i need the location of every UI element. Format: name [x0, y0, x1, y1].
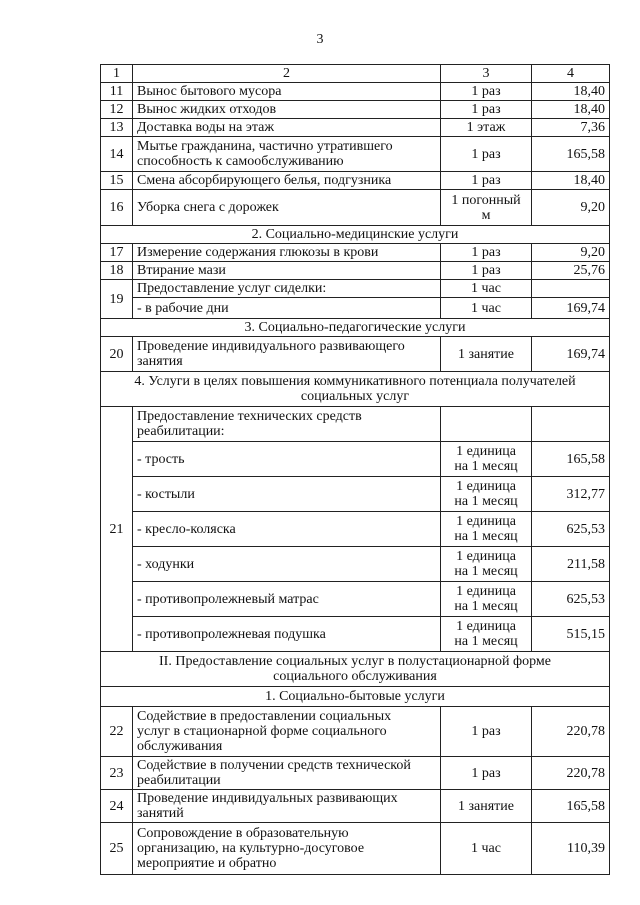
service-name-line: Содействие в предоставлении социальных — [137, 709, 392, 724]
service-name — [133, 547, 441, 582]
row-number: 17 — [101, 244, 133, 262]
service-name-line: занятия — [137, 354, 183, 369]
service-unit — [441, 790, 532, 823]
section-heading-line: 2. Социально-медицинские услуги — [251, 227, 459, 242]
row-number: 23 — [101, 757, 133, 790]
service-price: 165,58 — [532, 442, 610, 477]
service-unit — [441, 298, 532, 319]
service-unit — [441, 512, 532, 547]
service-price: 7,36 — [532, 119, 610, 137]
service-name-line: Смена абсорбирующего белья, подгузника — [137, 173, 392, 188]
service-name — [133, 83, 441, 101]
service-name — [133, 337, 441, 372]
table-row — [101, 757, 610, 790]
service-price: 625,53 — [532, 512, 610, 547]
service-unit — [441, 547, 532, 582]
service-name-line: реабилитации — [137, 773, 221, 788]
service-price: 220,78 — [532, 757, 610, 790]
service-unit-line: 1 единица — [456, 514, 516, 529]
service-unit-line: на 1 месяц — [454, 599, 518, 614]
service-unit-line: 1 занятие — [458, 346, 514, 362]
service-price: 9,20 — [532, 190, 610, 226]
service-name — [133, 790, 441, 823]
service-name-line: Вынос жидких отходов — [137, 102, 277, 117]
section-heading-line: 3. Социально-педагогические услуги — [244, 320, 466, 335]
service-name — [133, 101, 441, 119]
service-unit-line: 1 единица — [456, 479, 516, 494]
service-unit — [441, 823, 532, 875]
service-name-line: услуг в стационарной форме социального — [137, 724, 387, 739]
service-unit-line: 1 раз — [471, 84, 501, 99]
service-name — [133, 172, 441, 190]
service-name-line: мероприятие и обратно — [137, 856, 277, 871]
service-price — [532, 280, 610, 298]
section-heading — [101, 319, 610, 337]
section-heading — [101, 372, 610, 407]
row-number: 20 — [101, 337, 133, 372]
service-name — [133, 707, 441, 757]
service-name — [133, 442, 441, 477]
table-row — [101, 442, 610, 477]
service-unit — [441, 407, 532, 442]
service-name-line: - кресло-коляска — [137, 521, 236, 537]
service-unit-line: 1 единица — [456, 549, 516, 564]
table-row — [101, 707, 610, 757]
section-heading-row — [101, 687, 610, 707]
service-price: 18,40 — [532, 172, 610, 190]
row-number: 12 — [101, 101, 133, 119]
service-name — [133, 617, 441, 652]
table-row — [101, 582, 610, 617]
row-number: 13 — [101, 119, 133, 137]
service-unit-line: 1 раз — [471, 245, 501, 260]
service-name-line: - трость — [137, 451, 185, 467]
service-unit — [441, 83, 532, 101]
service-name-line: - костыли — [137, 486, 195, 502]
service-price: 220,78 — [532, 707, 610, 757]
row-number: 14 — [101, 137, 133, 172]
service-unit-line: 1 единица — [456, 619, 516, 634]
table-row — [101, 101, 610, 119]
service-price: 169,74 — [532, 337, 610, 372]
section-heading-line: II. Предоставление социальных услуг в полустационарной форме — [159, 654, 551, 669]
service-name-line: - ходунки — [137, 556, 195, 572]
service-unit — [441, 101, 532, 119]
service-name — [133, 119, 441, 137]
service-name — [133, 244, 441, 262]
section-heading-row — [101, 226, 610, 244]
service-name — [133, 407, 441, 442]
service-name — [133, 477, 441, 512]
service-name-line: Проведение индивидуального развивающего — [137, 339, 405, 354]
table-row — [101, 512, 610, 547]
service-unit — [441, 172, 532, 190]
service-name-line: Содействие в получении средств технической — [137, 758, 411, 773]
service-unit-line: 1 погонный — [451, 192, 521, 208]
row-number: 18 — [101, 262, 133, 280]
service-unit-line: на 1 месяц — [454, 459, 518, 474]
service-unit — [441, 280, 532, 298]
table-row — [101, 298, 610, 319]
table-row — [101, 407, 610, 442]
service-name — [133, 512, 441, 547]
service-unit — [441, 477, 532, 512]
section-heading — [101, 687, 610, 707]
table-row — [101, 337, 610, 372]
service-name-line: Уборка снега с дорожек — [137, 200, 279, 215]
service-name-line: Вынос бытового мусора — [137, 84, 282, 99]
service-name — [133, 280, 441, 298]
service-name-line: Измерение содержания глюкозы в крови — [137, 245, 379, 260]
service-name-line: организацию, на культурно-досуговое — [137, 841, 365, 856]
section-heading-row — [101, 372, 610, 407]
service-name-line: Сопровождение в образовательную — [137, 826, 349, 841]
service-unit — [441, 119, 532, 137]
row-number: 15 — [101, 172, 133, 190]
service-price: 515,15 — [532, 617, 610, 652]
service-name-line: занятий — [137, 806, 184, 821]
service-unit-line: 1 час — [471, 841, 501, 856]
service-price — [532, 407, 610, 442]
section-heading-line: 4. Услуги в целях повышения коммуникативного потенциала получателей — [134, 374, 576, 389]
table-row — [101, 190, 610, 226]
section-heading — [101, 226, 610, 244]
service-unit — [441, 757, 532, 790]
table-row — [101, 617, 610, 652]
service-price: 18,40 — [532, 83, 610, 101]
table-row — [101, 280, 610, 298]
service-name-line: реабилитации: — [137, 424, 225, 439]
service-unit-line: 1 занятие — [458, 798, 514, 814]
row-number: 24 — [101, 790, 133, 823]
tariff-table — [100, 64, 610, 875]
service-price: 9,20 — [532, 244, 610, 262]
service-unit-line: 1 единица — [456, 444, 516, 459]
service-name — [133, 757, 441, 790]
service-name — [133, 298, 441, 319]
service-unit-line: 1 этаж — [466, 120, 506, 135]
service-unit — [441, 244, 532, 262]
table-row — [101, 83, 610, 101]
service-unit — [441, 337, 532, 372]
table-row — [101, 477, 610, 512]
service-price: 312,77 — [532, 477, 610, 512]
table-row — [101, 547, 610, 582]
service-name-line: Проведение индивидуальных развивающих — [137, 791, 398, 806]
service-name — [133, 190, 441, 226]
service-unit — [441, 582, 532, 617]
table-header-row — [101, 65, 610, 83]
service-price: 25,76 — [532, 262, 610, 280]
service-unit-line: 1 час — [471, 281, 501, 296]
row-number: 11 — [101, 83, 133, 101]
column-header-service: 2 — [133, 65, 441, 83]
table-row — [101, 119, 610, 137]
service-unit-line: 1 раз — [471, 263, 501, 278]
service-unit — [441, 137, 532, 172]
table-row — [101, 823, 610, 875]
service-unit-line: на 1 месяц — [454, 494, 518, 509]
service-name-line: обслуживания — [137, 739, 223, 754]
table-row — [101, 262, 610, 280]
section-heading-row — [101, 319, 610, 337]
service-name-line: Предоставление услуг сиделки: — [137, 281, 327, 296]
service-name-line: - противопролежневая подушка — [137, 626, 326, 642]
service-name-line: Предоставление технических средств — [137, 409, 362, 424]
row-number: 19 — [101, 280, 133, 319]
table-row — [101, 172, 610, 190]
column-header-unit: 3 — [441, 65, 532, 83]
column-header-price: 4 — [532, 65, 610, 83]
section-heading-line: социального обслуживания — [273, 669, 437, 684]
section-heading-line: социальных услуг — [300, 389, 410, 404]
service-price: 169,74 — [532, 298, 610, 319]
service-unit-line: м — [481, 207, 491, 223]
service-name-line: - в рабочие дни — [137, 300, 229, 316]
service-unit-line: 1 раз — [471, 146, 501, 162]
service-name-line: Мытье гражданина, частично утратившего — [137, 139, 393, 154]
service-unit-line: на 1 месяц — [454, 634, 518, 649]
service-unit — [441, 262, 532, 280]
service-name-line: способность к самообслуживанию — [137, 154, 344, 169]
service-name-line: Втирание мази — [137, 263, 226, 278]
service-unit-line: 1 раз — [471, 173, 501, 188]
row-number: 16 — [101, 190, 133, 226]
service-name — [133, 137, 441, 172]
service-unit — [441, 707, 532, 757]
service-unit — [441, 442, 532, 477]
table-row — [101, 790, 610, 823]
table-row — [101, 244, 610, 262]
service-name-line: Доставка воды на этаж — [137, 120, 275, 135]
service-name — [133, 823, 441, 875]
service-price: 211,58 — [532, 547, 610, 582]
service-unit-line: 1 раз — [471, 724, 501, 739]
service-price: 165,58 — [532, 137, 610, 172]
service-price: 18,40 — [532, 101, 610, 119]
page-number: 3 — [316, 32, 324, 47]
row-number: 25 — [101, 823, 133, 875]
section-heading-line: 1. Социально-бытовые услуги — [265, 689, 445, 704]
service-unit-line: 1 раз — [471, 765, 501, 781]
service-price: 110,39 — [532, 823, 610, 875]
service-price: 625,53 — [532, 582, 610, 617]
service-unit-line: на 1 месяц — [454, 564, 518, 579]
service-name — [133, 262, 441, 280]
section-heading-row — [101, 652, 610, 687]
service-unit-line: на 1 месяц — [454, 529, 518, 544]
service-name — [133, 582, 441, 617]
section-heading — [101, 652, 610, 687]
service-unit-line: 1 раз — [471, 102, 501, 117]
service-unit — [441, 617, 532, 652]
row-number: 22 — [101, 707, 133, 757]
table-row — [101, 137, 610, 172]
service-unit — [441, 190, 532, 226]
service-unit-line: 1 час — [471, 300, 501, 316]
service-price: 165,58 — [532, 790, 610, 823]
column-header-number: 1 — [101, 65, 133, 83]
service-unit-line: 1 единица — [456, 584, 516, 599]
service-name-line: - противопролежневый матрас — [137, 591, 319, 607]
row-number: 21 — [101, 407, 133, 652]
